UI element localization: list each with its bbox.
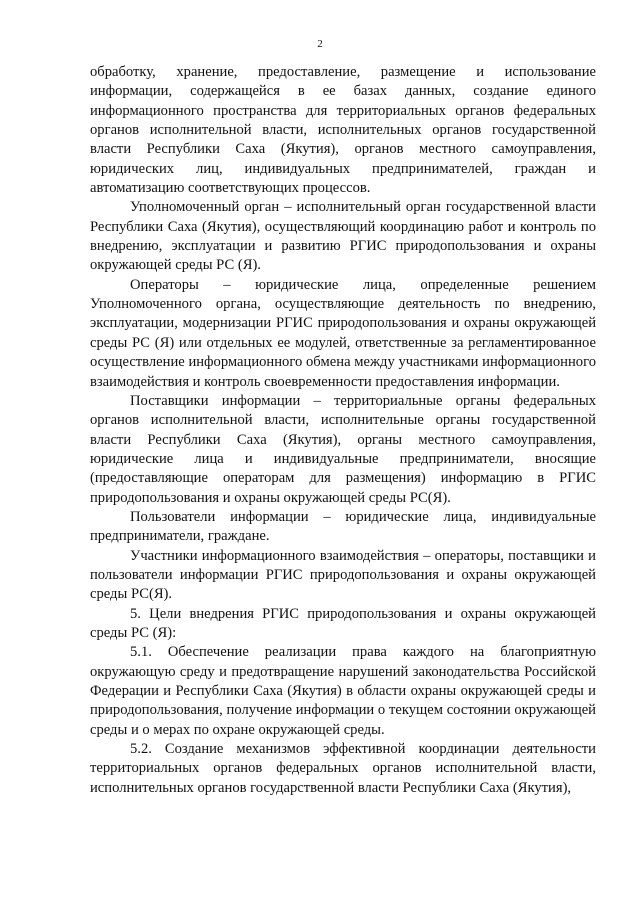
paragraph: 5. Цели внедрения РГИС природопользования и охраны окружающей среды РС (Я):: [90, 605, 596, 641]
paragraph: Поставщики информации – территориальные органы федеральных органов исполнительной власти, исполнительные органы государственной власти Республики Саха (Якутия), органы местного самоуправления, юридические лица и индивидуальные предприниматели, вносящие (предоставляющие операторам для размещения) информацию в РГИС природопользования и охраны окружающей среды РС(Я).: [90, 392, 596, 506]
paragraph: 5.2. Создание механизмов эффективной координации деятельности территориальных органов федеральных органов исполнительной власти, исполнительных органов государственной власти Республики Саха (Якутия),: [90, 741, 596, 796]
paragraph: обработку, хранение, предоставление, размещение и использование информации, содержащейся в ее базах данных, создание единого информационного пространства для территориальных органов федеральных органов исполнительной власти, исполнительных органов государственной власти Республики Саха (Якутия), органов местного самоуправления, юридических лиц, индивидуальных предпринимателей, граждан и автоматизацию соответствующих процессов.: [90, 64, 596, 197]
page-number: 2: [317, 38, 323, 50]
document-body: [90, 63, 596, 798]
paragraph: Операторы – юридические лица, определенные решением Уполномоченного органа, осуществляющие деятельность по внедрению, эксплуатации, модернизации РГИС природопользования и охраны окружающей среды РС (Я) или отдельных ее модулей, ответственные за регламентированное осуществление информационного обмена между участниками информационного взаимодействия и контроль своевременности предоставления информации.: [90, 276, 596, 390]
paragraph: 5.1. Обеспечение реализации права каждого на благоприятную окружающую среду и предотвращение нарушений законодательства Российской Федерации и Республики Саха (Якутия) в области охраны окружающей среды и природопользования, получение информации о текущем состоянии окружающей среды и о мерах по охране окружающей среды.: [90, 644, 596, 738]
paragraph: Уполномоченный орган – исполнительный орган государственной власти Республики Саха (Якутия), осуществляющий координацию работ и контроль по внедрению, эксплуатации и развитию РГИС природопользования и охраны окружающей среды РС (Я).: [90, 199, 596, 274]
paragraph: Пользователи информации – юридические лица, индивидуальные предприниматели, граждане.: [90, 508, 596, 545]
paragraph: Участники информационного взаимодействия – операторы, поставщики и пользователи информации РГИС природопользования и охраны окружающей среды РС(Я).: [90, 547, 596, 603]
